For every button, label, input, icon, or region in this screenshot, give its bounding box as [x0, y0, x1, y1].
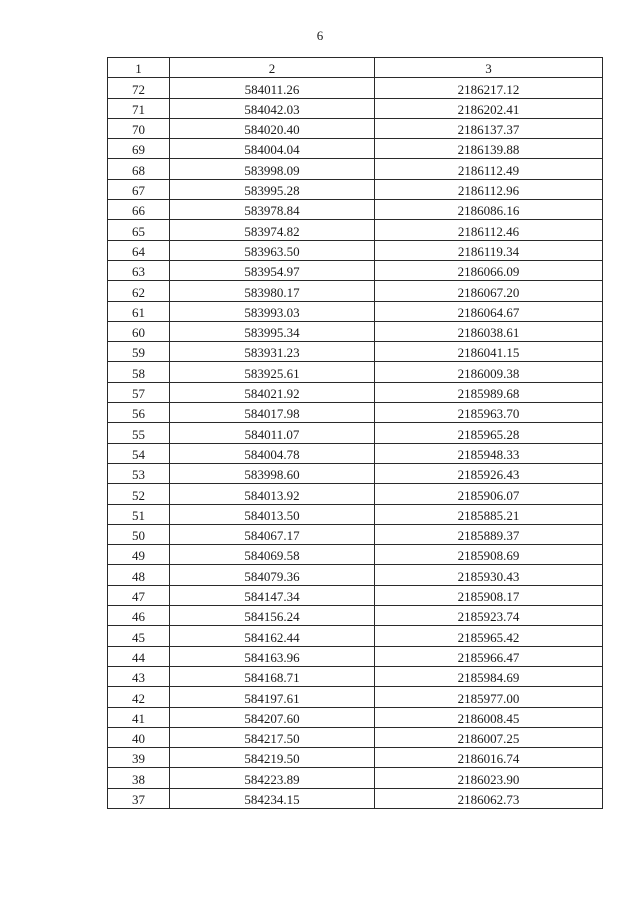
table-row	[108, 727, 603, 747]
x-coordinate-cell: 583998.09	[170, 159, 375, 179]
y-coordinate-cell: 2185889.37	[375, 524, 603, 544]
y-coordinate-cell: 2186217.12	[375, 78, 603, 98]
x-coordinate-cell: 583993.03	[170, 301, 375, 321]
x-coordinate-cell: 583998.60	[170, 463, 375, 483]
y-coordinate-cell: 2186139.88	[375, 139, 603, 159]
point-number-cell: 66	[108, 200, 170, 220]
table-row	[108, 281, 603, 301]
x-coordinate-cell: 583931.23	[170, 342, 375, 362]
coordinates-table	[107, 57, 603, 809]
table-row	[108, 260, 603, 280]
x-coordinate-cell: 584069.58	[170, 545, 375, 565]
table-row	[108, 666, 603, 686]
table-row	[108, 443, 603, 463]
point-number-cell: 58	[108, 362, 170, 382]
point-number-cell: 65	[108, 220, 170, 240]
column-header-3: 3	[375, 58, 603, 78]
x-coordinate-cell: 584079.36	[170, 565, 375, 585]
y-coordinate-cell: 2185923.74	[375, 606, 603, 626]
table-row	[108, 200, 603, 220]
point-number-cell: 38	[108, 768, 170, 788]
y-coordinate-cell: 2186007.25	[375, 727, 603, 747]
x-coordinate-cell: 584013.50	[170, 504, 375, 524]
y-coordinate-cell: 2186062.73	[375, 788, 603, 808]
x-coordinate-cell: 583978.84	[170, 200, 375, 220]
point-number-cell: 52	[108, 484, 170, 504]
x-coordinate-cell: 584197.61	[170, 687, 375, 707]
x-coordinate-cell: 583995.28	[170, 179, 375, 199]
point-number-cell: 40	[108, 727, 170, 747]
x-coordinate-cell: 584013.92	[170, 484, 375, 504]
x-coordinate-cell: 584020.40	[170, 118, 375, 138]
table-row	[108, 118, 603, 138]
x-coordinate-cell: 584207.60	[170, 707, 375, 727]
y-coordinate-cell: 2185965.28	[375, 423, 603, 443]
y-coordinate-cell: 2186038.61	[375, 321, 603, 341]
table-body	[108, 78, 603, 809]
x-coordinate-cell: 584223.89	[170, 768, 375, 788]
x-coordinate-cell: 583963.50	[170, 240, 375, 260]
y-coordinate-cell: 2185965.42	[375, 626, 603, 646]
point-number-cell: 72	[108, 78, 170, 98]
y-coordinate-cell: 2185977.00	[375, 687, 603, 707]
x-coordinate-cell: 584004.78	[170, 443, 375, 463]
table-row	[108, 423, 603, 443]
x-coordinate-cell: 584163.96	[170, 646, 375, 666]
page-number: 6	[316, 28, 324, 43]
table-row	[108, 159, 603, 179]
table-row	[108, 788, 603, 808]
y-coordinate-cell: 2185963.70	[375, 403, 603, 423]
y-coordinate-cell: 2186066.09	[375, 260, 603, 280]
table-row	[108, 626, 603, 646]
point-number-cell: 59	[108, 342, 170, 362]
table-row	[108, 78, 603, 98]
column-header-2: 2	[170, 58, 375, 78]
table-row	[108, 362, 603, 382]
x-coordinate-cell: 584067.17	[170, 524, 375, 544]
point-number-cell: 49	[108, 545, 170, 565]
table-row	[108, 646, 603, 666]
table-row	[108, 403, 603, 423]
table-row	[108, 524, 603, 544]
point-number-cell: 60	[108, 321, 170, 341]
y-coordinate-cell: 2186112.46	[375, 220, 603, 240]
x-coordinate-cell: 584156.24	[170, 606, 375, 626]
y-coordinate-cell: 2186041.15	[375, 342, 603, 362]
x-coordinate-cell: 584011.07	[170, 423, 375, 443]
point-number-cell: 70	[108, 118, 170, 138]
x-coordinate-cell: 584021.92	[170, 382, 375, 402]
table-row	[108, 463, 603, 483]
point-number-cell: 45	[108, 626, 170, 646]
point-number-cell: 57	[108, 382, 170, 402]
x-coordinate-cell: 584042.03	[170, 98, 375, 118]
x-coordinate-cell: 583925.61	[170, 362, 375, 382]
y-coordinate-cell: 2186067.20	[375, 281, 603, 301]
table-header-row	[108, 58, 603, 78]
y-coordinate-cell: 2185930.43	[375, 565, 603, 585]
point-number-cell: 48	[108, 565, 170, 585]
point-number-cell: 50	[108, 524, 170, 544]
y-coordinate-cell: 2185906.07	[375, 484, 603, 504]
y-coordinate-cell: 2185989.68	[375, 382, 603, 402]
table-row	[108, 240, 603, 260]
table-row	[108, 504, 603, 524]
point-number-cell: 41	[108, 707, 170, 727]
x-coordinate-cell: 584004.04	[170, 139, 375, 159]
x-coordinate-cell: 584168.71	[170, 666, 375, 686]
x-coordinate-cell: 584219.50	[170, 748, 375, 768]
x-coordinate-cell: 584011.26	[170, 78, 375, 98]
table-row	[108, 321, 603, 341]
x-coordinate-cell: 583954.97	[170, 260, 375, 280]
point-number-cell: 71	[108, 98, 170, 118]
point-number-cell: 62	[108, 281, 170, 301]
y-coordinate-cell: 2185908.17	[375, 585, 603, 605]
y-coordinate-cell: 2186112.49	[375, 159, 603, 179]
table-row	[108, 301, 603, 321]
y-coordinate-cell: 2185885.21	[375, 504, 603, 524]
point-number-cell: 67	[108, 179, 170, 199]
y-coordinate-cell: 2186064.67	[375, 301, 603, 321]
point-number-cell: 61	[108, 301, 170, 321]
y-coordinate-cell: 2186112.96	[375, 179, 603, 199]
point-number-cell: 64	[108, 240, 170, 260]
table-row	[108, 98, 603, 118]
y-coordinate-cell: 2186119.34	[375, 240, 603, 260]
point-number-cell: 42	[108, 687, 170, 707]
y-coordinate-cell: 2185908.69	[375, 545, 603, 565]
point-number-cell: 54	[108, 443, 170, 463]
table-row	[108, 484, 603, 504]
x-coordinate-cell: 583980.17	[170, 281, 375, 301]
table-row	[108, 220, 603, 240]
y-coordinate-cell: 2186137.37	[375, 118, 603, 138]
y-coordinate-cell: 2186202.41	[375, 98, 603, 118]
x-coordinate-cell: 584017.98	[170, 403, 375, 423]
y-coordinate-cell: 2185966.47	[375, 646, 603, 666]
point-number-cell: 68	[108, 159, 170, 179]
point-number-cell: 56	[108, 403, 170, 423]
point-number-cell: 46	[108, 606, 170, 626]
x-coordinate-cell: 584217.50	[170, 727, 375, 747]
y-coordinate-cell: 2186009.38	[375, 362, 603, 382]
table-row	[108, 585, 603, 605]
point-number-cell: 53	[108, 463, 170, 483]
point-number-cell: 43	[108, 666, 170, 686]
y-coordinate-cell: 2186023.90	[375, 768, 603, 788]
point-number-cell: 69	[108, 139, 170, 159]
table-row	[108, 565, 603, 585]
point-number-cell: 51	[108, 504, 170, 524]
x-coordinate-cell: 584234.15	[170, 788, 375, 808]
point-number-cell: 44	[108, 646, 170, 666]
y-coordinate-cell: 2186008.45	[375, 707, 603, 727]
x-coordinate-cell: 584162.44	[170, 626, 375, 646]
y-coordinate-cell: 2186086.16	[375, 200, 603, 220]
point-number-cell: 63	[108, 260, 170, 280]
point-number-cell: 39	[108, 748, 170, 768]
column-header-1: 1	[108, 58, 170, 78]
table-row	[108, 545, 603, 565]
table-row	[108, 687, 603, 707]
y-coordinate-cell: 2185926.43	[375, 463, 603, 483]
x-coordinate-cell: 583974.82	[170, 220, 375, 240]
table-row	[108, 707, 603, 727]
x-coordinate-cell: 583995.34	[170, 321, 375, 341]
table-row	[108, 748, 603, 768]
table-row	[108, 179, 603, 199]
y-coordinate-cell: 2185948.33	[375, 443, 603, 463]
table-row	[108, 342, 603, 362]
y-coordinate-cell: 2186016.74	[375, 748, 603, 768]
point-number-cell: 55	[108, 423, 170, 443]
table-row	[108, 382, 603, 402]
x-coordinate-cell: 584147.34	[170, 585, 375, 605]
y-coordinate-cell: 2185984.69	[375, 666, 603, 686]
table-row	[108, 139, 603, 159]
point-number-cell: 37	[108, 788, 170, 808]
table-row	[108, 768, 603, 788]
table-row	[108, 606, 603, 626]
point-number-cell: 47	[108, 585, 170, 605]
